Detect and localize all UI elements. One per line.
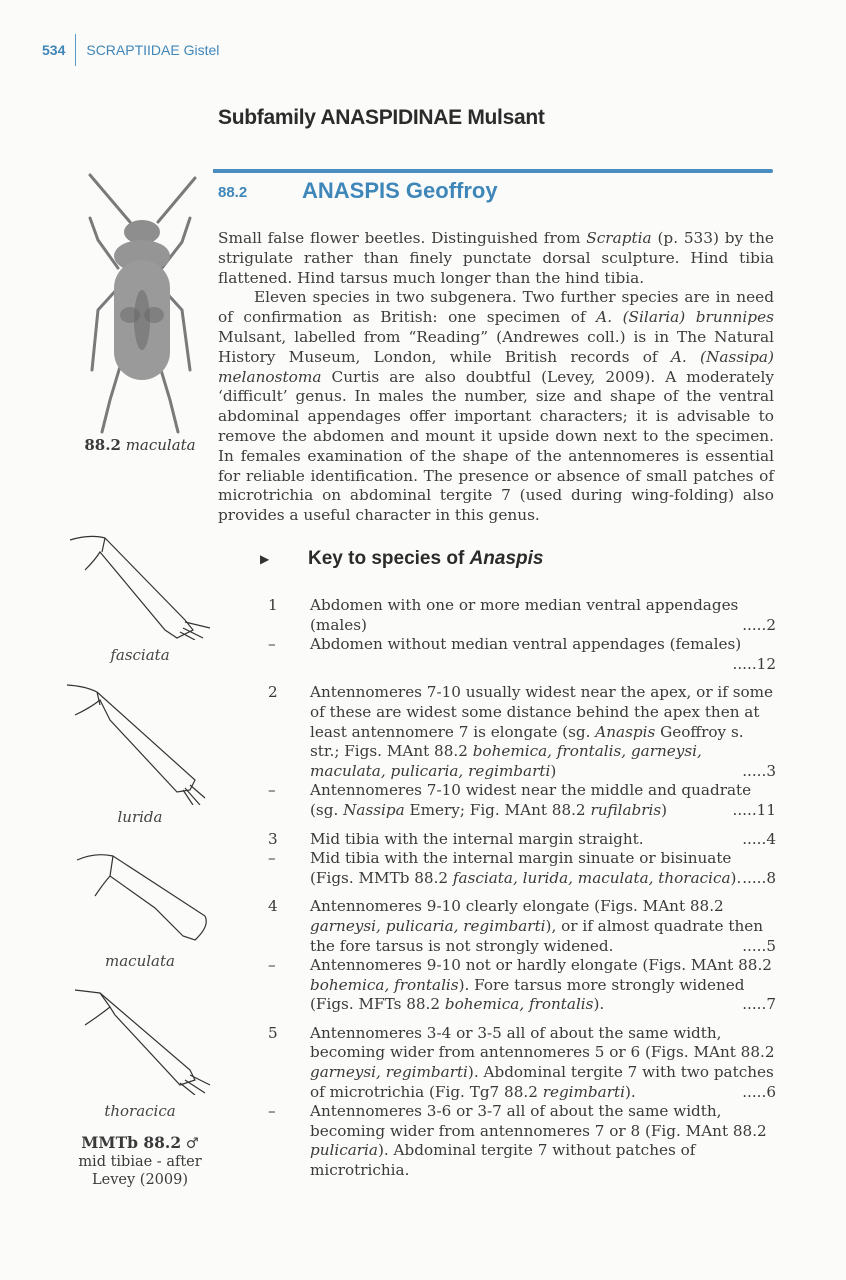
- genus-number: 88.2: [218, 184, 248, 201]
- lead-text: Antennomeres 7-10 usually widest near the apex, or if some of these are widest some distance behind the apex then at least antennomere 7 is elongate (sg. Anaspis Geoffroy s. str.; Figs. MAnt 88.2 bohemica, frontalis, garneysi, maculata, pulicaria, regimbarti) .....3: [310, 683, 776, 780]
- figure-label: MMTb 88.2: [81, 1133, 182, 1152]
- lead-goto: .....2: [742, 615, 776, 634]
- figure-caption-citation: Levey (2009): [92, 1172, 188, 1188]
- lead-number: –: [268, 849, 276, 868]
- lead-goto: .....5: [742, 936, 776, 955]
- key-couplet: [268, 596, 776, 674]
- lead-goto: .....12: [732, 654, 776, 673]
- lead-text: Abdomen with one or more median ventral appendages (males) .....2: [310, 596, 776, 634]
- key-title: [308, 548, 543, 570]
- lead-text: Antennomeres 9-10 not or hardly elongate (Figs. MAnt 88.2 bohemica, frontalis). Fore tarsus more strongly widened (Figs. MFTs 88.2 bohemica, frontalis). .....7: [310, 956, 776, 1014]
- lead-number: 4: [268, 897, 278, 916]
- tibia-lurida-drawing: [55, 680, 215, 805]
- beetle-caption: [70, 436, 210, 454]
- lead-goto: .....6: [742, 1082, 776, 1101]
- key-lead: [268, 596, 776, 635]
- figure-caption: [55, 1134, 225, 1189]
- lead-text: Mid tibia with the internal margin straight. .....4: [310, 829, 776, 848]
- key-lead: [268, 897, 776, 956]
- lead-number: 2: [268, 683, 278, 702]
- tibia-thoracica-drawing: [55, 985, 215, 1095]
- tibia-label-maculata: maculata: [105, 952, 175, 970]
- beetle-illustration: [70, 170, 210, 435]
- key-couplet: [268, 830, 776, 889]
- running-title: SCRAPTIIDAE Gistel: [86, 42, 220, 58]
- key-lead: [268, 849, 776, 888]
- key-heading: [260, 548, 543, 570]
- identification-key: [268, 596, 776, 1190]
- running-head: [42, 34, 219, 66]
- lead-goto: .....4: [742, 829, 776, 848]
- tibia-label-thoracica: thoracica: [104, 1102, 176, 1120]
- triangle-right-icon: ▶: [260, 552, 270, 566]
- key-lead: [268, 956, 776, 1015]
- male-symbol-icon: ♂: [185, 1136, 199, 1152]
- tibia-label-lurida: lurida: [117, 808, 163, 826]
- lead-text: Antennomeres 3-4 or 3-5 all of about the same width, becoming wider from antennomeres 5 or 6 (Figs. MAnt 88.2 garneysi, regimbarti). Abdominal tergite 7 with two patches of microtrichia (Fig. Tg7 88.2 regimbarti). .....6: [310, 1023, 776, 1101]
- genus-introduction: [218, 229, 774, 526]
- lead-text: Abdomen without median ventral appendages (females) .....12: [310, 635, 776, 673]
- key-lead: [268, 683, 776, 781]
- lead-number: –: [268, 956, 276, 975]
- lead-goto: .....8: [742, 868, 776, 887]
- tibia-fasciata-drawing: [55, 530, 215, 640]
- page-number: 534: [42, 34, 76, 66]
- lead-number: 1: [268, 596, 278, 614]
- lead-number: 3: [268, 829, 278, 848]
- beetle-species: maculata: [125, 436, 196, 454]
- key-couplet: [268, 683, 776, 820]
- key-lead: [268, 1102, 776, 1180]
- intro-paragraph-2: Eleven species in two subgenera. Two further species are in need of confirmation as British: one specimen of A. (Silaria) brunnipes Mulsant, labelled from “Reading” (Andrewes coll.) is in The Natural History Museum, London, while British records of A. (Nassipa) melanostoma Curtis are also doubtful (Levey, 2009). A moderately ‘difficult’ genus. In males the number, size and shape of the ventral abdominal appendages offer important characters; it is advisable to remove the abdomen and mount it upside down next to the specimen. In females examination of the shape of the antennomeres is essential for reliable identification. The presence or absence of small patches of microtrichia on abdominal tergite 7 (used during wing-folding) also provides a useful character in this genus.: [218, 288, 774, 525]
- key-title-genus: Anaspis: [469, 548, 544, 569]
- key-lead: [268, 781, 776, 820]
- lead-number: 5: [268, 1023, 278, 1042]
- lead-text: Antennomeres 7-10 widest near the middle and quadrate (sg. Nassipa Emery; Fig. MAnt 88.2 rufilabris) .....11: [310, 781, 776, 819]
- key-couplet: [268, 897, 776, 1015]
- section-rule: [213, 169, 773, 173]
- genus-title: ANASPIS Geoffroy: [302, 178, 498, 203]
- beetle-figure-number: 88.2: [84, 436, 121, 454]
- key-couplet: [268, 1024, 776, 1181]
- lead-goto: .....3: [742, 761, 776, 780]
- key-lead: [268, 1024, 776, 1102]
- lead-number: –: [268, 1102, 276, 1121]
- lead-number: –: [268, 635, 276, 654]
- key-title-prefix: Key to species of: [308, 548, 470, 569]
- tibia-maculata-drawing: [55, 848, 215, 948]
- lead-goto: .....11: [732, 800, 776, 819]
- key-lead: [268, 635, 776, 674]
- intro-paragraph-1: Small false flower beetles. Distinguished from Scraptia (p. 533) by the strigulate rather than finely punctate dorsal sculpture. Hind tibia flattened. Hind tarsus much longer than the hind tibia.: [218, 229, 774, 287]
- lead-text: Antennomeres 3-6 or 3-7 all of about the same width, becoming wider from antennomeres 7 or 8 (Fig. MAnt 88.2 pulicaria). Abdominal tergite 7 without patches of microtrichia.: [310, 1102, 767, 1180]
- key-lead: [268, 830, 776, 850]
- lead-text: Antennomeres 9-10 clearly elongate (Figs. MAnt 88.2 garneysi, pulicaria, regimbarti), or if almost quadrate then the fore tarsus is not strongly widened. .....5: [310, 897, 776, 955]
- figure-caption-line: mid tibiae - after: [78, 1154, 202, 1170]
- lead-goto: .....7: [742, 995, 776, 1014]
- tibia-label-fasciata: fasciata: [110, 646, 170, 664]
- lead-text: Mid tibia with the internal margin sinuate or bisinuate (Figs. MMTb 88.2 fasciata, lurida, maculata, thoracica). .....8: [310, 849, 776, 887]
- subfamily-heading: Subfamily ANASPIDINAE Mulsant: [218, 106, 545, 129]
- lead-number: –: [268, 781, 276, 800]
